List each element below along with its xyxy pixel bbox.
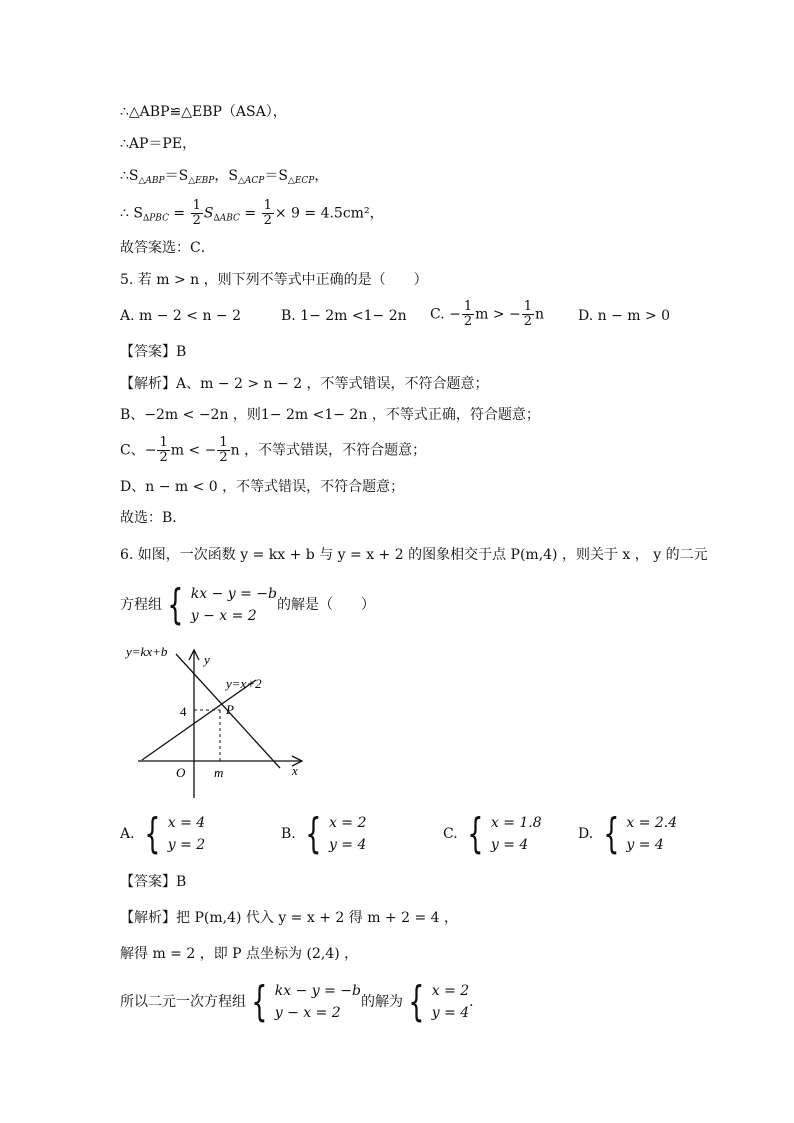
brace-glyph: {	[251, 977, 268, 1026]
q6-answer: 【答案】B	[120, 874, 187, 890]
brace-glyph: {	[408, 977, 425, 1026]
fraction-denominator: 2	[159, 450, 168, 465]
fraction-numerator: 1	[159, 435, 168, 450]
fraction-numerator: 1	[263, 198, 272, 213]
q5-option-a: A. m − 2 < n − 2	[120, 308, 242, 324]
q5-analysis-d: D、n − m < 0 ，不等式错误，不符合题意；	[120, 479, 405, 495]
q5-option-c	[430, 300, 544, 329]
text: ∴S	[120, 168, 139, 184]
text: n ，不等式错误，不符合题意；	[230, 442, 427, 459]
line-y-x-plus-2	[142, 680, 256, 760]
system-row: x = 1.8	[490, 815, 542, 831]
fraction	[157, 436, 169, 465]
label-four: 4	[180, 704, 187, 719]
q6-analysis-solve: 解得 m = 2 ，即 P 点坐标为 (2,4) ，	[120, 946, 359, 962]
text: 所以二元一次方程组	[120, 994, 246, 1010]
fraction-numerator: 1	[219, 435, 228, 450]
system-row: y = 4	[431, 1005, 470, 1021]
fraction	[191, 199, 203, 228]
option-letter: D.	[578, 826, 594, 842]
brace-glyph: {	[305, 809, 322, 858]
label-point-p: P	[226, 702, 234, 717]
fraction	[262, 199, 274, 228]
q6-option-c	[443, 809, 542, 858]
fraction-denominator: 2	[263, 213, 272, 228]
option-letter: B.	[281, 826, 296, 842]
option-letter: A.	[120, 826, 135, 842]
text: ，S	[214, 168, 238, 184]
fraction	[522, 300, 534, 329]
system-row: y = 4	[490, 837, 529, 853]
proof-line-congruent: ∴△ABP≌△EBP（ASA），	[120, 104, 287, 120]
system-row: y = 2	[167, 837, 206, 853]
fraction-denominator: 2	[463, 314, 473, 329]
text: n	[535, 306, 545, 323]
text: S	[203, 205, 214, 222]
equation-system	[162, 580, 277, 629]
system-row: x = 2.4	[626, 815, 678, 831]
q6-stem: 6. 如图，一次函数 y = kx + b 与 y = x + 2 的图象相交于点 P(m,4) ，则关于 x ， y 的二元	[120, 547, 708, 563]
fraction-denominator: 2	[523, 314, 533, 329]
q5-analysis-c	[120, 436, 426, 465]
option-system	[139, 809, 206, 858]
answer-choice-line: 故答案选：C．	[120, 240, 215, 256]
brace-glyph: {	[167, 580, 184, 629]
fraction-denominator: 2	[219, 450, 228, 465]
fraction-numerator: 1	[463, 299, 473, 314]
fraction-denominator: 2	[192, 213, 201, 228]
text: ＝S	[264, 168, 288, 184]
system-row: kx − y = −b	[190, 586, 277, 602]
solution-system	[403, 977, 470, 1026]
fraction	[217, 436, 229, 465]
q5-option-d: D. n − m > 0	[578, 308, 671, 324]
proof-line-area-calc	[120, 199, 384, 229]
q5-analysis-b: B、−2m < −2n ，则1− 2m <1− 2n ，不等式正确，符合题意；	[120, 407, 540, 423]
brace-glyph: {	[144, 809, 161, 858]
equation-system	[246, 977, 361, 1026]
system-row: y − x = 2	[190, 608, 257, 624]
subscript: △ABP	[138, 176, 165, 186]
text: ＝S	[164, 168, 189, 184]
subscript: ∆ABC	[213, 213, 240, 224]
q6-option-a	[120, 809, 206, 858]
text: =	[168, 205, 190, 222]
text: × 9 = 4.5cm²，	[274, 205, 384, 222]
system-row: x = 2	[328, 815, 367, 831]
text: ，	[314, 168, 329, 184]
system-row: y − x = 2	[274, 1005, 341, 1021]
label-origin: O	[176, 765, 186, 780]
fraction	[462, 300, 474, 329]
fraction-numerator: 1	[192, 198, 201, 213]
q6-analysis-substitute: 【解析】把 P(m,4) 代入 y = x + 2 得 m + 2 = 4 ，	[120, 910, 459, 926]
q5-stem: 5. 若 m > n ，则下列不等式中正确的是（ ）	[120, 272, 428, 288]
text: 方程组	[120, 597, 162, 613]
label-y-axis: y	[204, 652, 210, 667]
q5-option-b: B. 1− 2m <1− 2n	[281, 308, 407, 324]
option-letter: C.	[443, 826, 458, 842]
text: =	[239, 205, 261, 222]
text: m < −	[170, 442, 217, 459]
proof-line-ap-pe: ∴AP＝PE，	[120, 136, 197, 152]
label-line-kx-b: y=kx+b	[126, 644, 168, 659]
q6-option-d	[578, 809, 678, 858]
subscript: △ACP	[237, 176, 265, 186]
text: ∴ S	[120, 205, 143, 222]
q5-analysis-a: 【解析】A、m − 2 > n − 2 ，不等式错误，不符合题意；	[120, 376, 489, 392]
function-graph	[120, 640, 320, 800]
text: ．	[469, 994, 484, 1010]
text: C、−	[120, 442, 157, 459]
brace-glyph: {	[467, 809, 484, 858]
system-row: y = 4	[626, 837, 664, 853]
label-x-axis: x	[292, 763, 298, 778]
option-system	[598, 809, 678, 858]
subscript: ∆PBC	[142, 213, 169, 224]
label-m: m	[214, 765, 224, 780]
text: 的解是（ ）	[276, 597, 375, 613]
option-system	[300, 809, 367, 858]
brace-glyph: {	[602, 809, 620, 858]
text: 的解为	[360, 994, 403, 1010]
system-row: x = 4	[167, 815, 206, 831]
q6-option-b	[281, 809, 367, 858]
subscript: △ECP	[287, 176, 315, 186]
label-line-x-2: y=x+2	[226, 676, 262, 691]
text: C. −	[430, 306, 461, 323]
q5-answer: 【答案】B	[120, 344, 187, 360]
q6-analysis-conclusion	[120, 977, 484, 1026]
fraction-numerator: 1	[523, 299, 533, 314]
system-row: x = 2	[431, 983, 470, 999]
system-row: kx − y = −b	[274, 983, 361, 999]
subscript: △EBP	[188, 176, 215, 186]
text: m > −	[475, 306, 521, 323]
q6-stem-system	[120, 580, 375, 629]
q5-conclusion: 故选：B．	[120, 510, 187, 526]
option-system	[462, 809, 542, 858]
system-row: y = 4	[328, 837, 367, 853]
proof-line-areas	[120, 166, 328, 191]
